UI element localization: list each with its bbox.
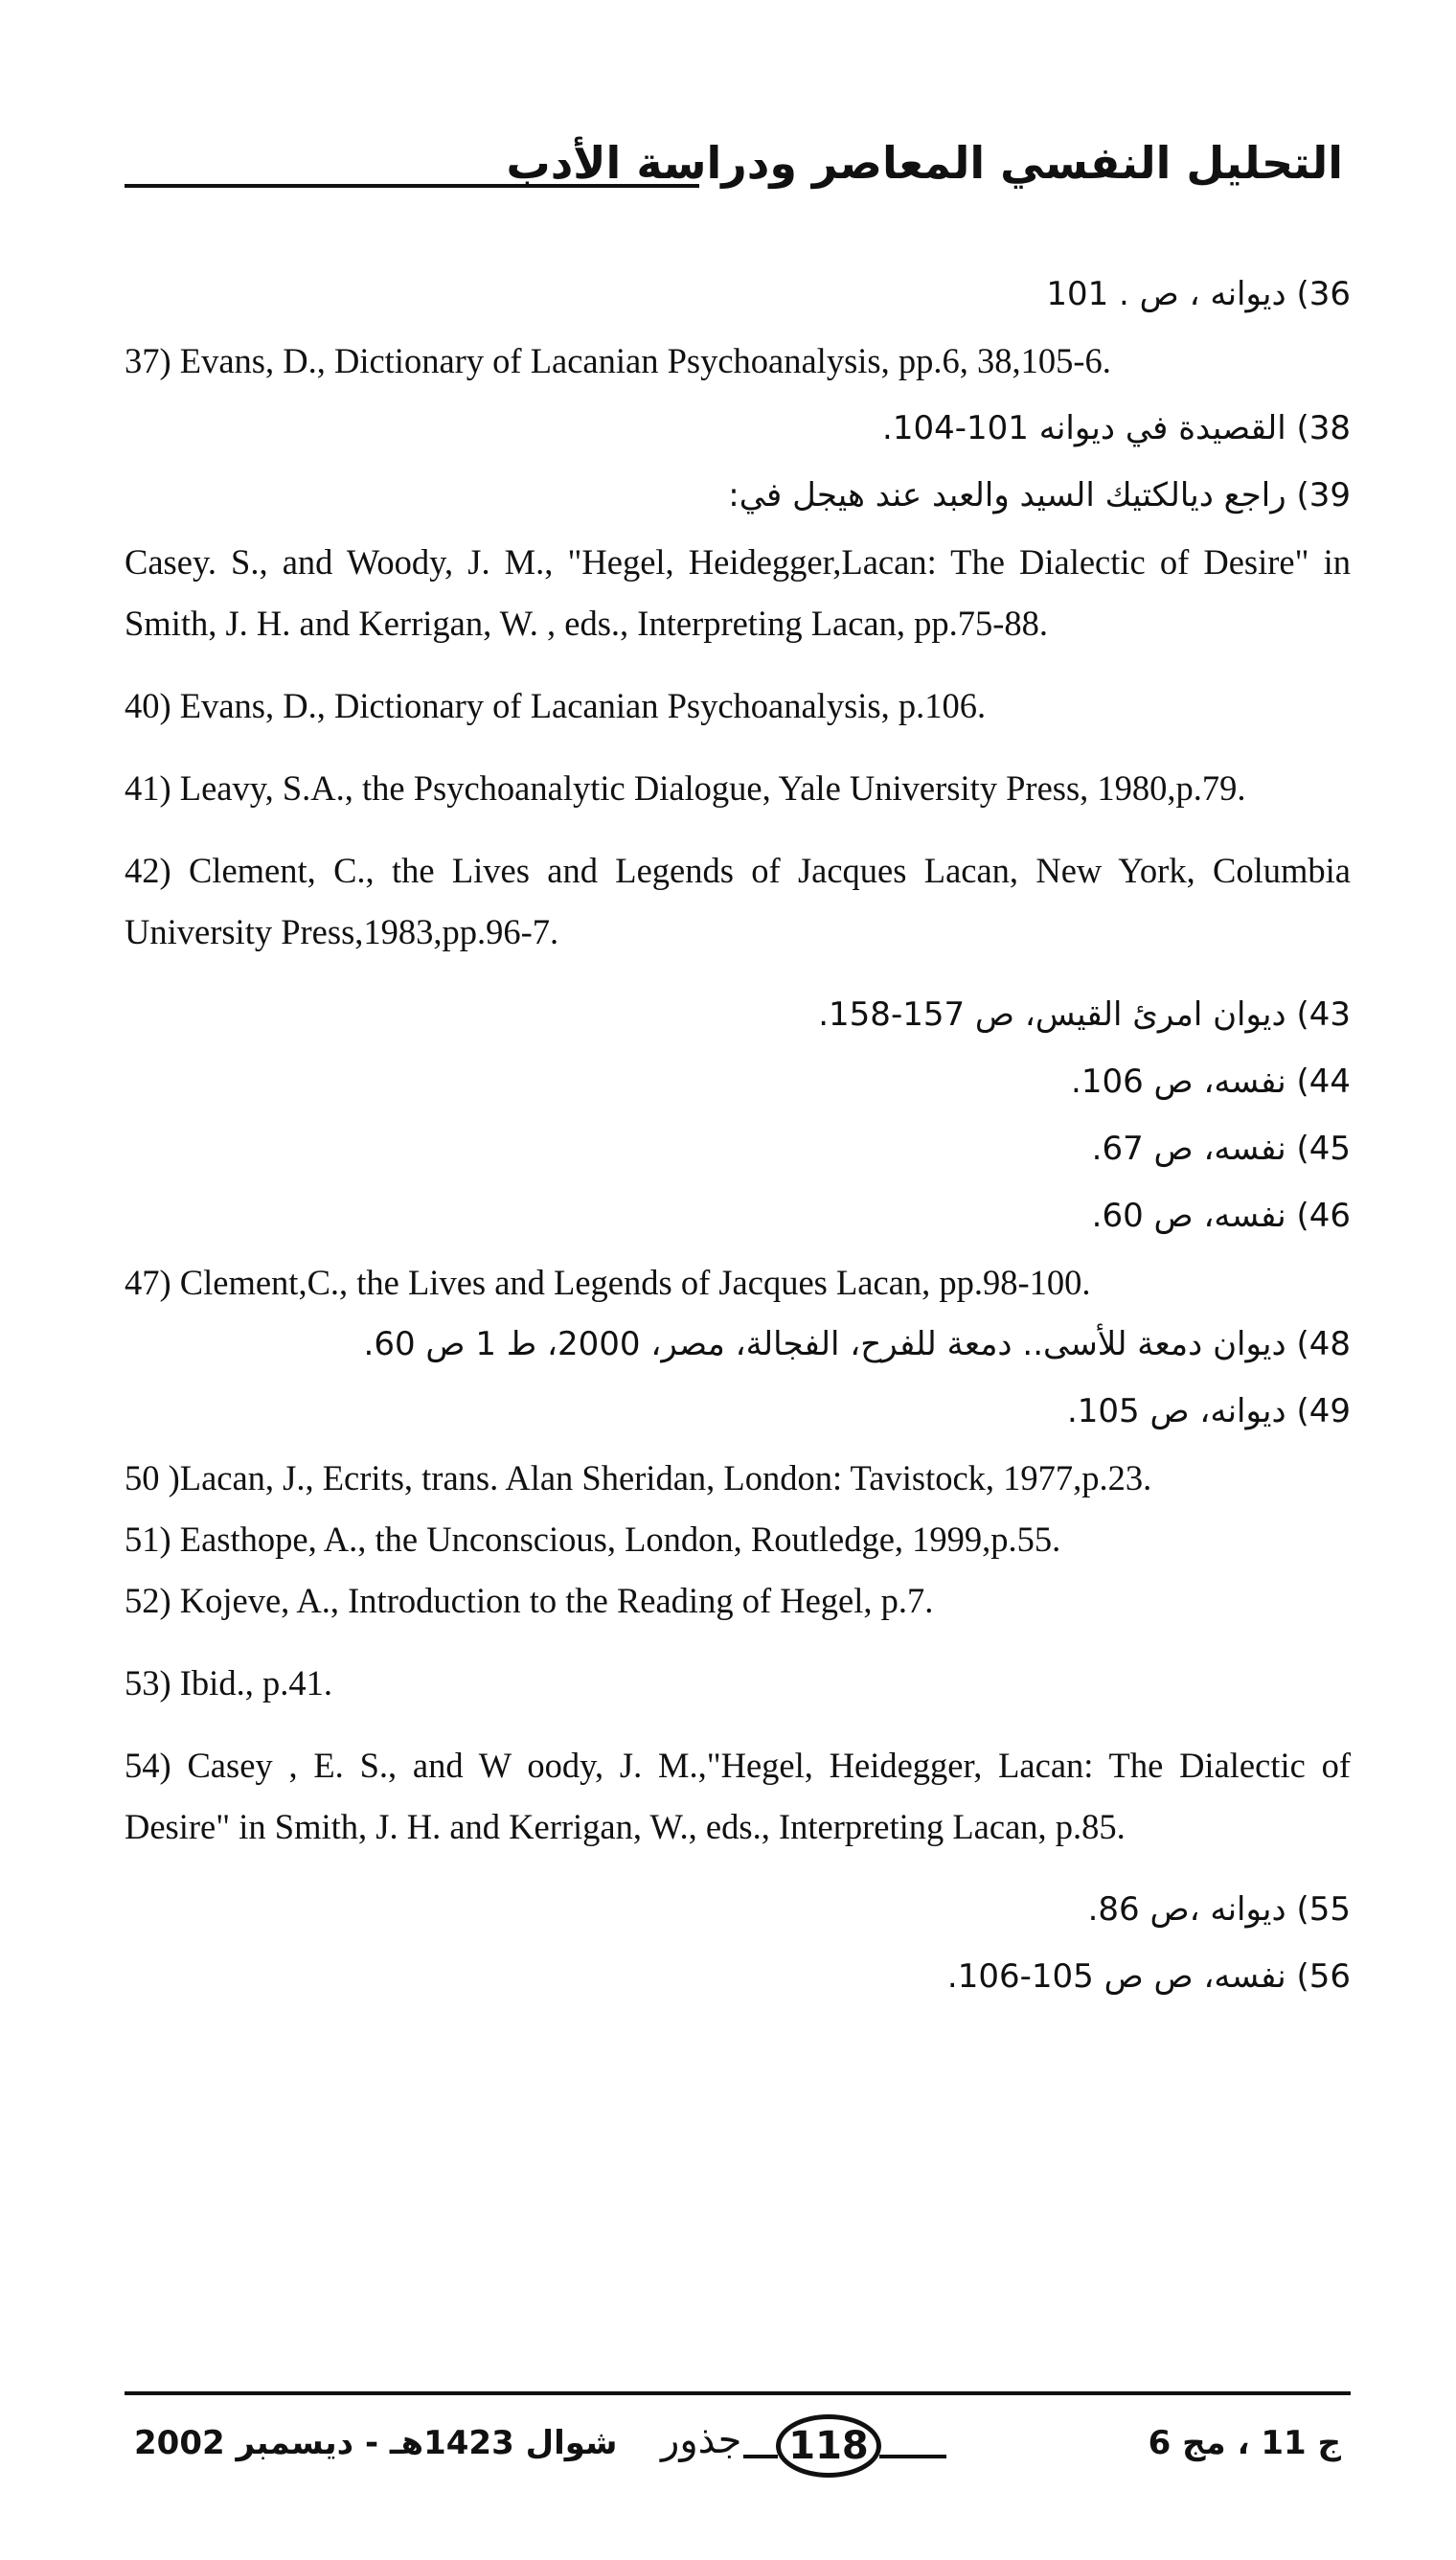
endnote: 56) نفسه، ص ص 105-106. bbox=[946, 1957, 1351, 1996]
endnote: 50 )Lacan, J., Ecrits, trans. Alan Sheridan, London: Tavistock, 1977,p.23. bbox=[125, 1458, 1152, 1497]
endnote: 51) Easthope, A., the Unconscious, London, Routledge, 1999,p.55. bbox=[125, 1520, 1061, 1559]
endnote: 44) نفسه، ص 106. bbox=[1071, 1063, 1351, 1101]
endnote: 45) نفسه، ص 67. bbox=[1091, 1130, 1351, 1168]
endnote: 47) Clement,C., the Lives and Legends of Jacques Lacan, pp.98-100. bbox=[125, 1263, 1091, 1302]
endnote: 55) ديوانه ،ص 86. bbox=[1087, 1890, 1351, 1929]
running-title: التحليل النفسي المعاصر ودراسة الأدب bbox=[506, 137, 1343, 189]
volume-info: ج 11 ، مج 6 bbox=[1148, 2424, 1341, 2462]
running-header bbox=[125, 134, 1351, 201]
endnote: 40) Evans, D., Dictionary of Lacanian Psychoanalysis, p.106. bbox=[125, 686, 987, 725]
journal-name: جذور bbox=[661, 2418, 742, 2462]
endnote: 43) ديوان امرئ القيس، ص 157-158. bbox=[818, 995, 1351, 1034]
page-footer bbox=[125, 2414, 1351, 2491]
logo-line-right bbox=[879, 2455, 946, 2458]
endnote: 42) Clement, C., the Lives and Legends of Jacques Lacan, New York, Columbia University Press,1983,pp.96-7. bbox=[125, 851, 1351, 951]
endnotes-list bbox=[125, 263, 1351, 2007]
endnote: 52) Kojeve, A., Introduction to the Reading of Hegel, p.7. bbox=[125, 1581, 934, 1620]
issue-date: شوال 1423هـ - ديسمبر 2002 bbox=[134, 2424, 618, 2462]
endnote: 37) Evans, D., Dictionary of Lacanian Psychoanalysis, pp.6, 38,105-6. bbox=[125, 341, 1111, 380]
endnote: 53) Ibid., p.41. bbox=[125, 1663, 332, 1703]
endnote: 49) ديوانه، ص 105. bbox=[1066, 1392, 1351, 1430]
endnote: 46) نفسه، ص 60. bbox=[1091, 1197, 1351, 1235]
logo-line-left bbox=[743, 2455, 778, 2458]
page-number: 118 bbox=[788, 2424, 869, 2468]
endnote-continuation: Casey. S., and Woody, J. M., "Hegel, Heidegger,Lacan: The Dialectic of Desire" in Smith, J. H. and Kerrigan, W. , eds., Interpreting Lacan, pp.75-88. bbox=[125, 542, 1351, 643]
endnote: 54) Casey , E. S., and W oody, J. M.,"Hegel, Heidegger, Lacan: The Dialectic of Desire" in Smith, J. H. and Kerrigan, W., eds., Interpreting Lacan, p.85. bbox=[125, 1746, 1351, 1846]
footer-rule bbox=[125, 2391, 1351, 2395]
endnote: 48) ديوان دمعة للأسى.. دمعة للفرح، الفجالة، مصر، 2000، ط 1 ص 60. bbox=[363, 1325, 1351, 1363]
endnote: 38) القصيدة في ديوانه 101-104. bbox=[882, 409, 1351, 447]
journal-logo bbox=[661, 2414, 1006, 2491]
endnote: 41) Leavy, S.A., the Psychoanalytic Dialogue, Yale University Press, 1980,p.79. bbox=[125, 768, 1246, 808]
page-number-oval bbox=[776, 2414, 881, 2478]
endnote: 39) راجع ديالكتيك السيد والعبد عند هيجل في: bbox=[728, 476, 1351, 514]
endnote: 36) ديوانه ، ص . 101 bbox=[1046, 275, 1351, 313]
